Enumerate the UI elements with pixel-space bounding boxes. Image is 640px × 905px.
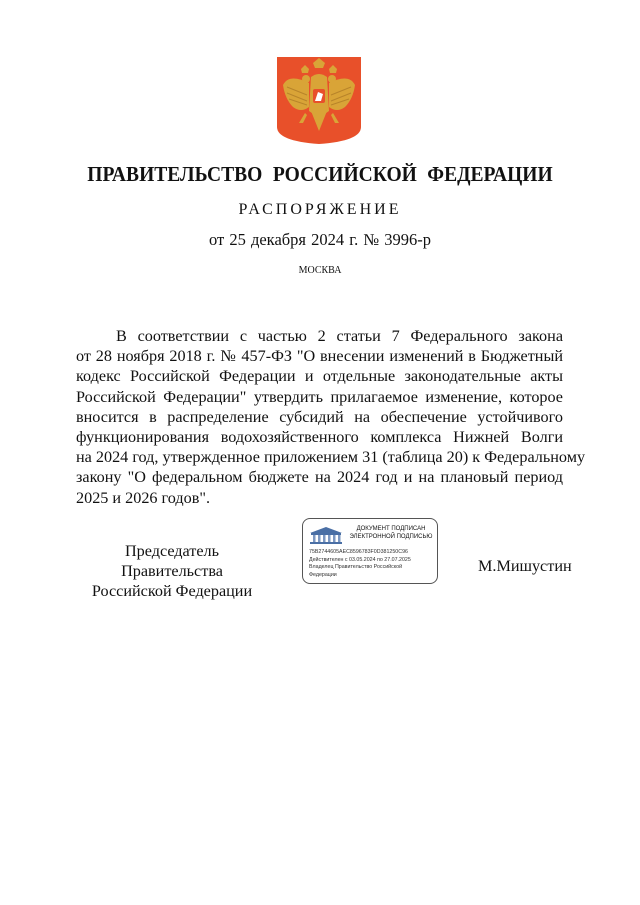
document-body [76, 326, 586, 508]
document-date-number: от 25 декабря 2024 г. № 3996-р [208, 230, 432, 249]
coat-of-arms-icon [275, 55, 363, 145]
signatory-position-line: Российской Федерации [91, 582, 253, 600]
stamp-heading-line: ЭЛЕКТРОННОЙ ПОДПИСЬЮ [349, 534, 433, 540]
body-line: от 28 ноября 2018 г. № 457-ФЗ "О внесении изменений в Бюджетный [76, 347, 563, 366]
body-line: 2025 и 2026 годов". [76, 488, 211, 507]
document-place: МОСКВА [298, 265, 342, 276]
electronic-signature-stamp [302, 518, 438, 584]
body-line: В соответствии с частью 2 статьи 7 Федерального закона [116, 327, 563, 345]
document-type: РАСПОРЯЖЕНИЕ [238, 201, 402, 218]
government-title: ПРАВИТЕЛЬСТВО РОССИЙСКОЙ ФЕДЕРАЦИИ [87, 162, 553, 186]
body-line: функционирования водохозяйственного комплекса Нижней Волги [76, 427, 563, 446]
signatory-position [76, 541, 268, 601]
body-line: Российской Федерации" утвердить прилагаемое изменение, которое [76, 387, 563, 406]
stamp-owner: Владелец Правительство Российской [309, 564, 403, 570]
stamp-heading-line: ДОКУМЕНТ ПОДПИСАН [356, 526, 426, 532]
government-building-icon [308, 525, 344, 545]
signatory-name: М.Мишустин [478, 557, 572, 575]
stamp-details [309, 549, 435, 579]
body-line: на 2024 год, утвержденное приложением 31 (таблица 20) к Федеральному [76, 448, 586, 467]
stamp-heading [347, 525, 435, 541]
stamp-owner: Федерации [309, 571, 337, 578]
body-line: вносится в распределение субсидий на обеспечение устойчивого [76, 407, 563, 426]
stamp-certificate: 75B2744605AEC8596783F0D381250C96 [309, 549, 408, 555]
signatory-position-line: Председатель Правительства [121, 542, 223, 580]
body-line: закону "О федеральном бюджете на 2024 год и на плановый период [76, 468, 563, 487]
stamp-validity: Действителен с 03.05.2024 по 27.07.2025 [309, 556, 411, 563]
body-line: кодекс Российской Федерации и отдельные законодательные акты [76, 367, 563, 386]
